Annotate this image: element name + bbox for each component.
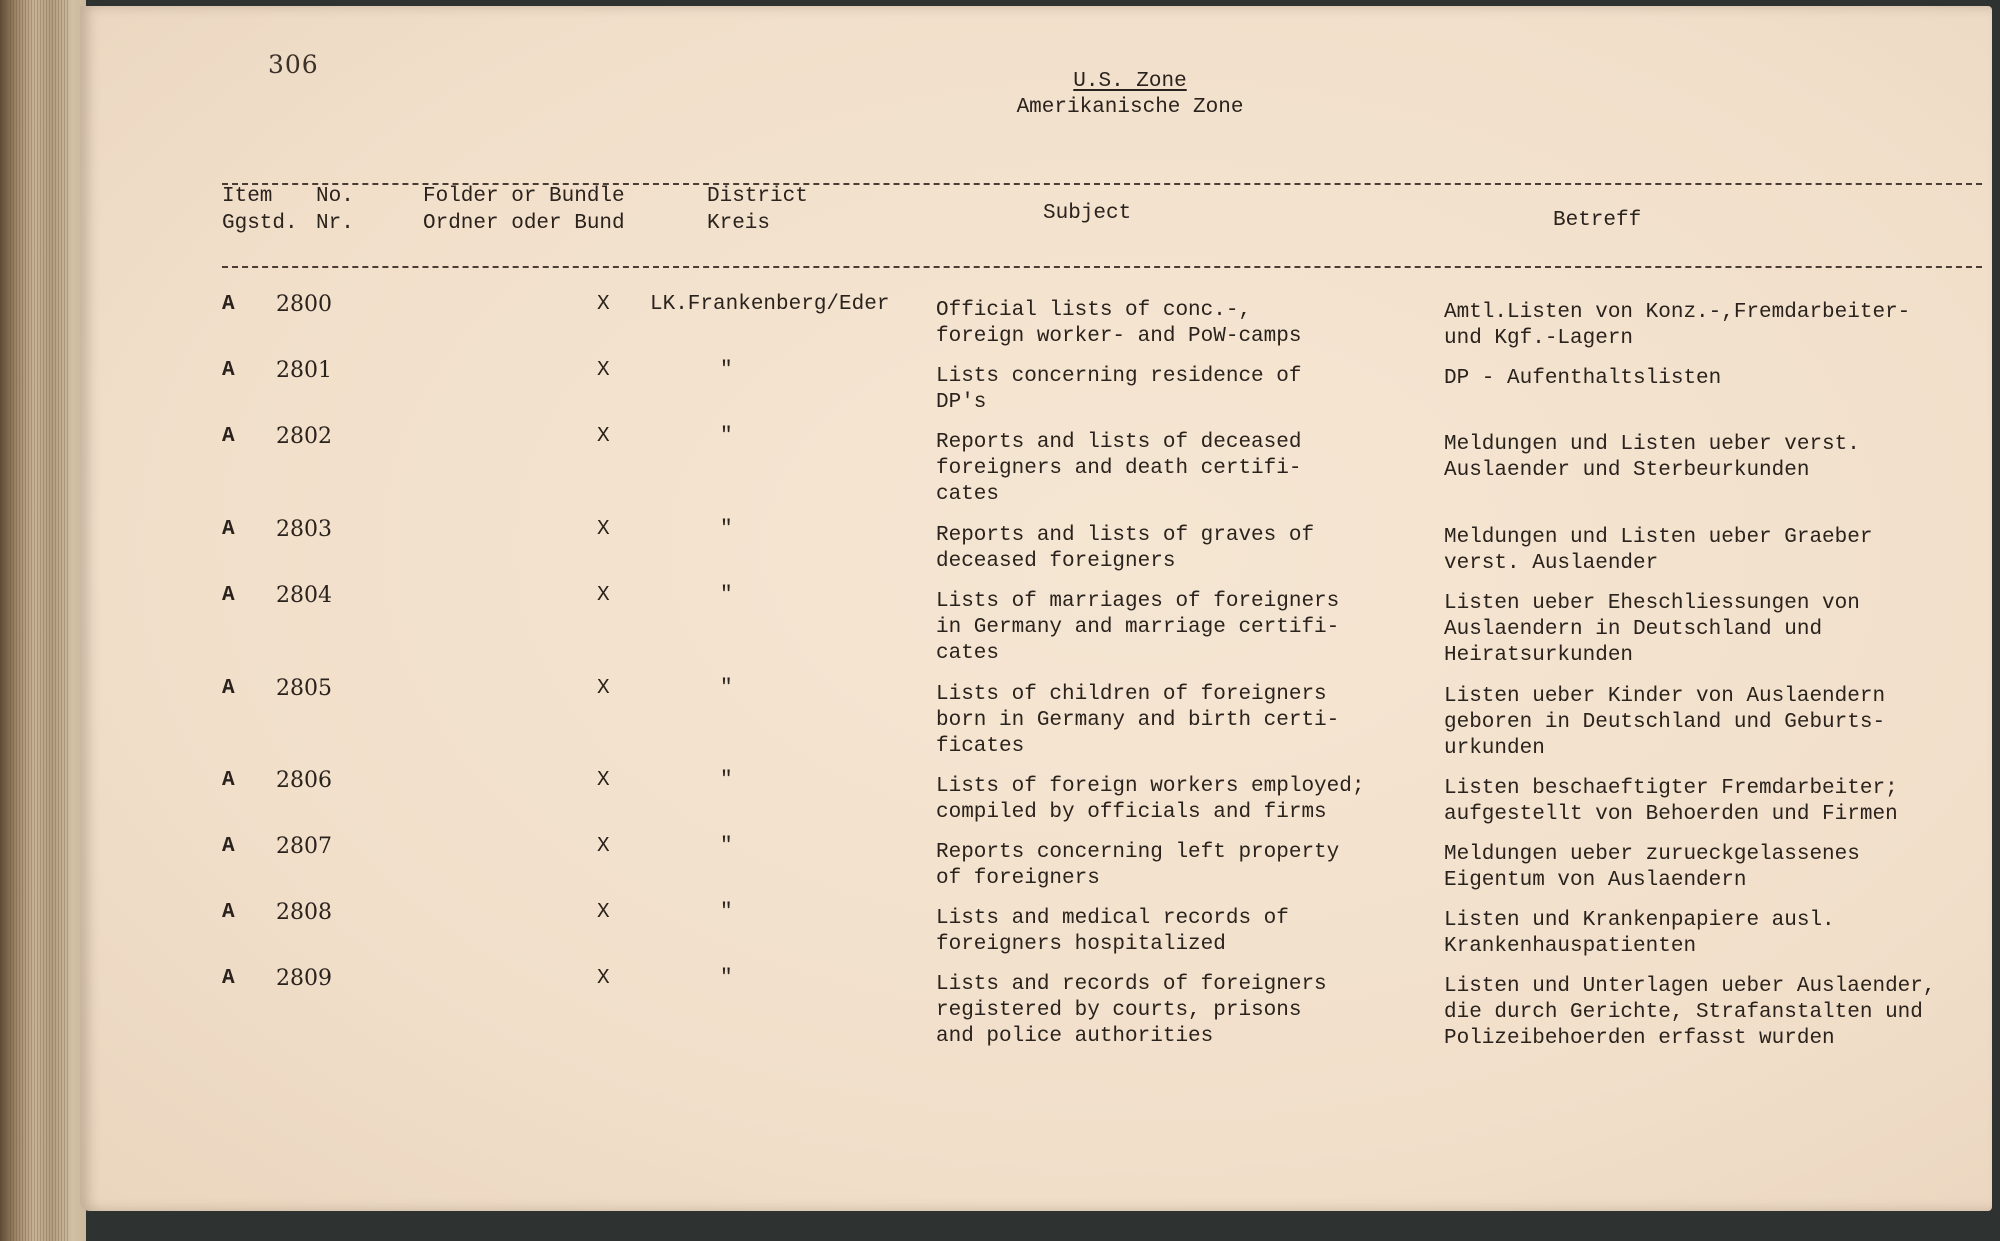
district: " <box>720 769 733 792</box>
district: " <box>720 518 733 541</box>
betreff: Listen ueber Kinder von Auslaendern geboren in Deutschland und Geburts- urkunden <box>1444 685 1886 760</box>
betreff: Listen ueber Eheschliessungen von Auslaendern in Deutschland und Heiratsurkunden <box>1444 592 1860 667</box>
district: " <box>720 425 733 448</box>
district: " <box>720 835 733 858</box>
item-number: 2801 <box>276 358 332 383</box>
folder-mark: X <box>597 359 610 382</box>
district: " <box>720 901 733 924</box>
betreff: Meldungen ueber zurueckgelassenes Eigentum von Auslaendern <box>1444 843 1860 892</box>
subject: Lists of children of foreigners born in Germany and birth certi- ficates <box>936 683 1340 758</box>
item-number: 2808 <box>276 900 332 925</box>
table-row <box>0 834 2000 894</box>
header-folder: Folder or Bundle Ordner oder Bund <box>423 185 625 235</box>
item-code: A <box>222 359 235 382</box>
district: " <box>720 359 733 382</box>
subject: Lists concerning residence of DP's <box>936 365 1302 414</box>
subject: Reports and lists of deceased foreigners and death certifi- cates <box>936 431 1302 506</box>
item-code: A <box>222 677 235 700</box>
header-subject: Subject <box>1043 202 1132 225</box>
item-code: A <box>222 967 235 990</box>
folder-mark: X <box>597 967 610 990</box>
item-number: 2802 <box>276 424 332 449</box>
item-code: A <box>222 293 235 316</box>
zone-subtitle: Amerikanische Zone <box>1016 96 1244 119</box>
table-row <box>0 424 2000 506</box>
district: LK.Frankenberg/Eder <box>650 293 890 316</box>
district: " <box>720 967 733 990</box>
zone-title: U.S. Zone <box>1073 70 1187 93</box>
subject: Reports and lists of graves of deceased foreigners <box>936 524 1315 573</box>
table-row <box>0 583 2000 667</box>
table-row <box>0 676 2000 760</box>
table-row <box>0 966 2000 1050</box>
folder-mark: X <box>597 769 610 792</box>
item-number: 2805 <box>276 676 332 701</box>
betreff: Listen und Unterlagen ueber Auslaender, die durch Gerichte, Strafanstalten und Polizeibehoerden erfasst wurden <box>1444 975 1936 1050</box>
subject: Lists and records of foreigners registered by courts, prisons and police authorities <box>936 973 1327 1048</box>
item-code: A <box>222 835 235 858</box>
table-row <box>0 292 2000 352</box>
folder-mark: X <box>597 425 610 448</box>
item-number: 2800 <box>276 292 332 317</box>
item-number: 2804 <box>276 583 332 608</box>
item-code: A <box>222 769 235 792</box>
page-number: 306 <box>268 50 319 79</box>
district: " <box>720 584 733 607</box>
folder-mark: X <box>597 835 610 858</box>
header-bottom-rule <box>222 266 1982 268</box>
header-item: Item Ggstd. <box>222 185 298 235</box>
folder-mark: X <box>597 677 610 700</box>
item-code: A <box>222 901 235 924</box>
folder-mark: X <box>597 293 610 316</box>
betreff: Meldungen und Listen ueber Graeber verst. Auslaender <box>1444 526 1873 575</box>
table-row <box>0 900 2000 960</box>
subject: Lists and medical records of foreigners hospitalized <box>936 907 1289 956</box>
header-no: No. Nr. <box>316 185 354 235</box>
subject: Lists of marriages of foreigners in Germany and marriage certifi- cates <box>936 590 1340 665</box>
betreff: DP - Aufenthaltslisten <box>1444 367 1722 390</box>
subject: Lists of foreign workers employed; compiled by officials and firms <box>936 775 1365 824</box>
folder-mark: X <box>597 518 610 541</box>
table-row <box>0 768 2000 828</box>
item-number: 2807 <box>276 834 332 859</box>
item-number: 2806 <box>276 768 332 793</box>
betreff: Listen und Krankenpapiere ausl. Krankenhauspatienten <box>1444 909 1835 958</box>
table-row <box>0 358 2000 418</box>
table-row <box>0 517 2000 577</box>
item-number: 2809 <box>276 966 332 991</box>
betreff: Meldungen und Listen ueber verst. Auslaender und Sterbeurkunden <box>1444 433 1860 482</box>
item-number: 2803 <box>276 517 332 542</box>
header-betreff: Betreff <box>1553 209 1642 232</box>
district: " <box>720 677 733 700</box>
folder-mark: X <box>597 584 610 607</box>
item-code: A <box>222 425 235 448</box>
betreff: Listen beschaeftigter Fremdarbeiter; aufgestellt von Behoerden und Firmen <box>1444 777 1898 826</box>
item-code: A <box>222 518 235 541</box>
subject: Reports concerning left property of foreigners <box>936 841 1340 890</box>
header-district: District Kreis <box>707 185 808 235</box>
item-code: A <box>222 584 235 607</box>
subject: Official lists of conc.-, foreign worker- and PoW-camps <box>936 299 1302 348</box>
betreff: Amtl.Listen von Konz.-,Fremdarbeiter- und Kgf.-Lagern <box>1444 301 1911 350</box>
folder-mark: X <box>597 901 610 924</box>
